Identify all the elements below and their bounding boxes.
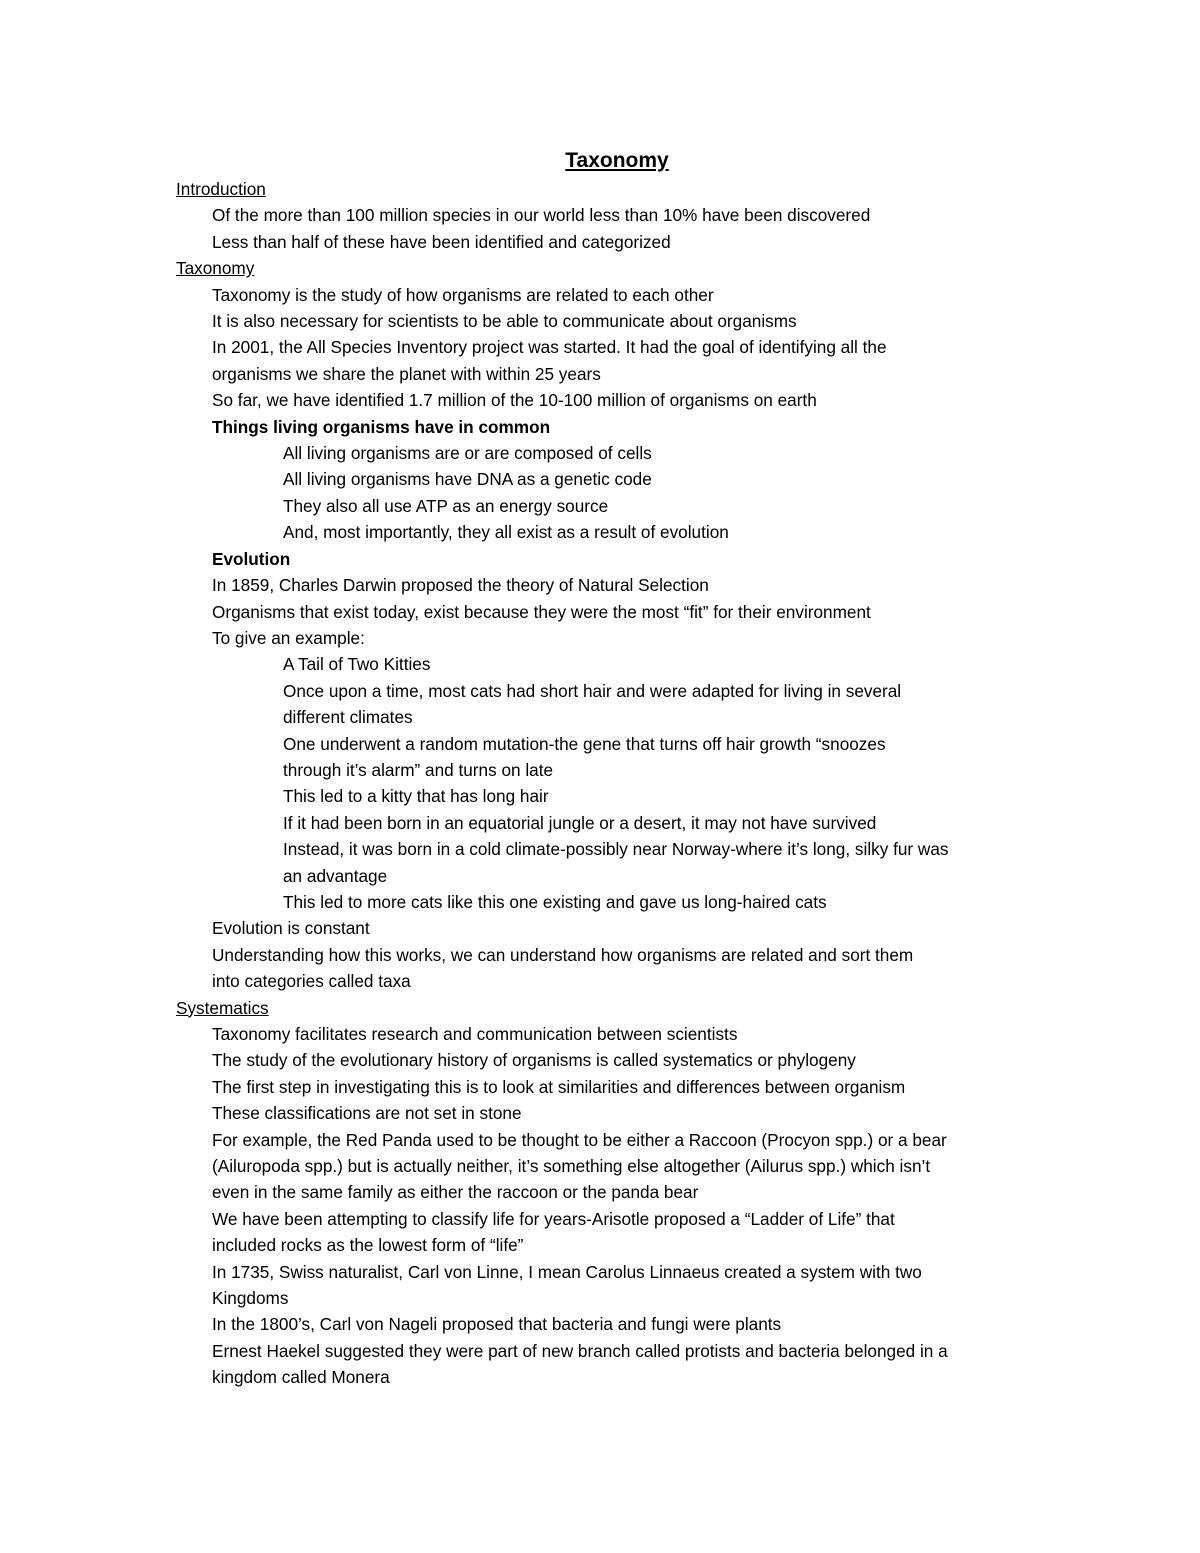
text-line: Organisms that exist today, exist because they were the most “fit” for their environment [212, 601, 871, 622]
text-line: Less than half of these have been identified and categorized [212, 231, 671, 252]
text-line: In 1735, Swiss naturalist, Carl von Linne, I mean Carolus Linnaeus created a system with two [212, 1261, 922, 1282]
text-line: If it had been born in an equatorial jungle or a desert, it may not have survived [283, 812, 877, 833]
text-line: One underwent a random mutation-the gene that turns off hair growth “snoozes [283, 733, 886, 754]
subheading-common-traits: Things living organisms have in common [212, 416, 551, 437]
text-line: Taxonomy facilitates research and communication between scientists [212, 1024, 738, 1044]
text-line: an advantage [283, 865, 388, 886]
text-line: included rocks as the lowest form of “life” [212, 1235, 524, 1256]
text-line: The study of the evolutionary history of organisms is called systematics or phylogeny [212, 1050, 856, 1071]
subheading-evolution: Evolution [212, 548, 291, 569]
text-line: So far, we have identified 1.7 million of the 10-100 million of organisms on earth [212, 390, 817, 411]
text-line: And, most importantly, they all exist as a result of evolution [283, 522, 729, 543]
text-line: These classifications are not set in stone [212, 1103, 522, 1124]
text-line: All living organisms have DNA as a genetic code [283, 469, 652, 490]
text-line: Once upon a time, most cats had short hair and were adapted for living in several [283, 680, 902, 701]
text-line: different climates [283, 707, 413, 728]
section-heading-taxonomy: Taxonomy [176, 258, 255, 279]
text-line: Understanding how this works, we can understand how organisms are related and sort them [212, 944, 914, 965]
text-line: Ernest Haekel suggested they were part of new branch called protists and bacteria belonged in a [212, 1340, 948, 1361]
text-line: All living organisms are or are composed of cells [283, 443, 652, 464]
text-line: In the 1800’s, Carl von Nageli proposed that bacteria and fungi were plants [212, 1314, 782, 1335]
text-line: In 2001, the All Species Inventory project was started. It had the goal of identifying all the [212, 337, 887, 358]
text-line: Of the more than 100 million species in our world less than 10% have been discovered [212, 205, 871, 226]
document-title: Taxonomy [565, 149, 669, 172]
text-line: organisms we share the planet with within 25 years [212, 363, 601, 384]
text-line: It is also necessary for scientists to be able to communicate about organisms [212, 311, 797, 332]
text-line: They also all use ATP as an energy source [283, 495, 609, 516]
text-line: This led to more cats like this one existing and gave us long-haired cats [283, 891, 827, 912]
text-line: In 1859, Charles Darwin proposed the theory of Natural Selection [212, 575, 709, 596]
text-line: A Tail of Two Kitties [283, 654, 431, 675]
text-line: This led to a kitty that has long hair [283, 786, 549, 807]
text-line: Instead, it was born in a cold climate-possibly near Norway-where it’s long, silky fur was [283, 839, 949, 860]
text-line: through it’s alarm” and turns on late [283, 759, 554, 780]
text-line: Kingdoms [212, 1288, 289, 1309]
text-line: To give an example: [212, 627, 365, 648]
text-line: Taxonomy is the study of how organisms are related to each other [212, 284, 714, 305]
text-line: For example, the Red Panda used to be thought to be either a Raccoon (Procyon spp.) or a bear [212, 1129, 947, 1150]
document-body [0, 176, 1200, 1391]
text-line: into categories called taxa [212, 971, 411, 992]
text-line: We have been attempting to classify life for years-Arisotle proposed a “Ladder of Life” that [212, 1208, 895, 1229]
section-heading-systematics: Systematics [176, 997, 269, 1018]
section-heading-introduction: Introduction [176, 179, 266, 199]
text-line: (Ailuropoda spp.) but is actually neither, it’s something else altogether (Ailurus spp.) which isn’t [212, 1156, 931, 1177]
text-line: kingdom called Monera [212, 1367, 390, 1388]
text-line: even in the same family as either the raccoon or the panda bear [212, 1182, 699, 1203]
text-line: The first step in investigating this is to look at similarities and differences between organism [212, 1076, 906, 1097]
text-line: Evolution is constant [212, 918, 370, 939]
